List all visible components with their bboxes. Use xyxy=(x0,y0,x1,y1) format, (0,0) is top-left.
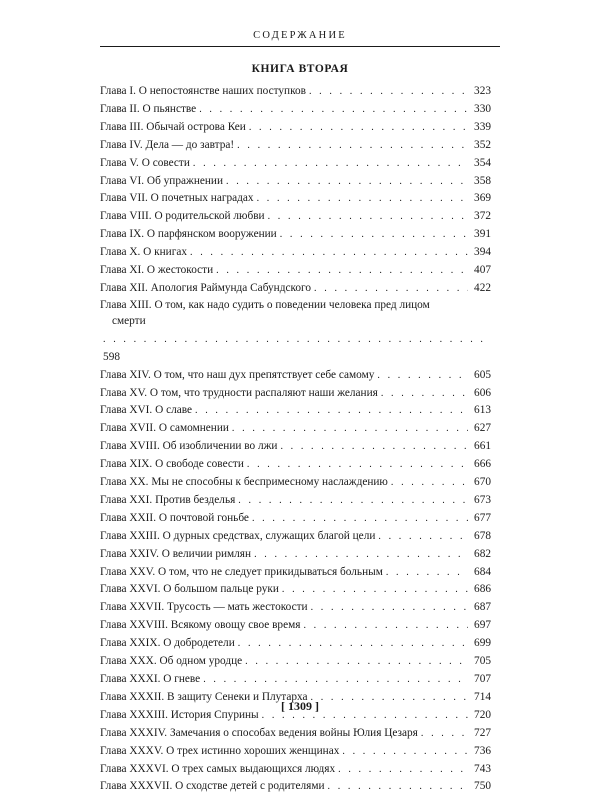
toc-entry-title: Глава XII. Апология Раймунда Сабундского xyxy=(100,281,312,294)
toc-entry-page: 750 xyxy=(474,780,491,793)
toc-entry-title: Глава XX. Мы не способны к беспримесному наслаждению xyxy=(100,476,388,489)
toc-entry-title: Глава XXXVI. О трех самых выдающихся людях xyxy=(100,762,336,775)
toc-entry-page: 687 xyxy=(474,601,491,614)
toc-entry[interactable] xyxy=(100,653,491,671)
leader-dots xyxy=(238,492,468,510)
toc-entry-title: Глава XXIX. О добродетели xyxy=(100,637,235,650)
toc-entry-page: 369 xyxy=(474,192,491,205)
toc-entry-page: 697 xyxy=(474,619,491,632)
toc-entry-title: Глава V. О совести xyxy=(100,156,190,169)
toc-entry[interactable] xyxy=(100,137,491,155)
toc-entry-page: 605 xyxy=(474,368,491,381)
toc-entry-page: 394 xyxy=(474,246,491,259)
toc-entry-title-continuation: смерти xyxy=(112,314,146,327)
leader-dots xyxy=(203,671,468,689)
leader-dots xyxy=(199,101,468,119)
toc-entry-page: 714 xyxy=(474,690,491,703)
leader-dots xyxy=(245,653,468,671)
toc-entry-page: 743 xyxy=(474,762,491,775)
toc-entry[interactable] xyxy=(100,546,491,564)
toc-entry-title: Глава XXVIII. Всякому овощу свое время xyxy=(100,619,301,632)
toc-entry-title: Глава III. Обычай острова Кеи xyxy=(100,120,246,133)
toc-entry-page: 699 xyxy=(474,637,491,650)
toc-entry-page: 354 xyxy=(474,156,491,169)
toc-entry-page: 673 xyxy=(474,493,491,506)
toc-entry[interactable] xyxy=(100,456,491,474)
leader-dots xyxy=(303,617,468,635)
toc-entry[interactable] xyxy=(100,298,491,367)
toc-entry-title: Глава XVIII. Об изобличении во лжи xyxy=(100,440,278,453)
toc-entry[interactable] xyxy=(100,208,491,226)
toc-entry-page: 661 xyxy=(474,440,491,453)
toc-entry-title: Глава VIII. О родительской любви xyxy=(100,210,265,223)
leader-dots xyxy=(249,119,468,137)
leader-dots xyxy=(252,510,468,528)
toc-entry-title: Глава XXXIV. Замечания о способах ведения войны Юлия Цезаря xyxy=(100,726,418,739)
leader-dots xyxy=(328,778,468,796)
header-rule xyxy=(100,46,500,47)
toc-entry-title: Глава I. О непостоянстве наших поступков xyxy=(100,85,306,97)
toc-entry-title: Глава XIX. О свободе совести xyxy=(100,458,244,471)
leader-dots xyxy=(280,438,468,456)
toc-entry[interactable] xyxy=(100,244,491,262)
toc-entry-title: Глава XXVII. Трусость — мать жестокости xyxy=(100,601,308,614)
toc-entry-page: 606 xyxy=(474,386,491,399)
toc-entry-title: Глава XXXV. О трех истинно хороших женщинах xyxy=(100,744,340,757)
toc-entry-page: 686 xyxy=(474,583,491,596)
toc-entry[interactable] xyxy=(100,725,491,743)
toc-entry-page: 678 xyxy=(474,529,491,542)
toc-entry-title: Глава IV. Дела — до завтра! xyxy=(100,138,235,151)
toc-entry[interactable] xyxy=(100,190,491,208)
leader-dots xyxy=(421,725,468,743)
toc-entry[interactable] xyxy=(100,617,491,635)
toc-entry-page: 705 xyxy=(474,655,491,668)
toc-entry-title: Глава VI. Об упражнении xyxy=(100,174,224,187)
leader-dots xyxy=(309,83,468,101)
leader-dots xyxy=(280,226,468,244)
toc-entry-title: Глава II. О пьянстве xyxy=(100,102,197,115)
toc-entry[interactable] xyxy=(100,635,491,653)
toc-entry-title: Глава XVI. О славе xyxy=(100,404,193,417)
toc-entry-title: Глава IX. О парфянском вооружении xyxy=(100,228,277,241)
toc-entry-title: Глава XV. О том, что трудности распаляют наши желания xyxy=(100,386,378,399)
toc-entry-title: Глава XIV. О том, что наш дух препятствует себе самому xyxy=(100,368,375,381)
leader-dots xyxy=(226,173,468,191)
toc-entry-title: Глава XI. О жестокости xyxy=(100,264,214,277)
toc-entry[interactable] xyxy=(100,528,491,546)
leader-dots xyxy=(391,474,468,492)
leader-dots xyxy=(314,280,468,298)
leader-dots xyxy=(195,402,468,420)
toc-entry-page: 682 xyxy=(474,547,491,560)
leader-dots xyxy=(238,635,468,653)
toc-entry-page: 352 xyxy=(474,138,491,151)
toc-entry-page: 720 xyxy=(474,708,491,721)
toc-entry[interactable] xyxy=(100,420,491,438)
toc-entry-page: 684 xyxy=(474,565,491,578)
leader-dots xyxy=(232,420,468,438)
toc-entry[interactable] xyxy=(100,671,491,689)
toc-entry-page: 407 xyxy=(474,264,491,277)
toc-entry-page: 677 xyxy=(474,511,491,524)
toc-entry[interactable] xyxy=(100,743,491,761)
toc-entry-title: Глава XXX. Об одном уродце xyxy=(100,655,243,668)
toc-entry[interactable] xyxy=(100,119,491,137)
toc-entry[interactable] xyxy=(100,474,491,492)
toc-entry[interactable] xyxy=(100,262,491,280)
toc-entry-title: Глава XXIV. О величии римлян xyxy=(100,547,252,560)
toc-entry-title: Глава VII. О почетных наградах xyxy=(100,192,254,205)
toc-entry-title: Глава XXIII. О дурных средствах, служащих благой цели xyxy=(100,529,376,542)
leader-dots xyxy=(216,262,468,280)
toc-entry-title: Глава XVII. О самомнении xyxy=(100,422,229,435)
toc-entry[interactable] xyxy=(100,385,491,403)
toc-entry-title: Глава XXII. О почтовой гоньбе xyxy=(100,511,249,524)
toc-entry-title: Глава XXXI. О гневе xyxy=(100,673,201,685)
toc-entry-title: Глава XXXVII. О сходстве детей с родителями xyxy=(100,780,325,793)
toc-entry[interactable] xyxy=(100,778,491,796)
leader-dots xyxy=(193,155,468,173)
toc-entry[interactable] xyxy=(100,367,491,385)
leader-dots xyxy=(311,599,468,617)
toc-entry[interactable] xyxy=(100,599,491,617)
leader-dots xyxy=(254,546,468,564)
leader-dots xyxy=(338,761,468,779)
toc-entry[interactable] xyxy=(100,438,491,456)
book-title: КНИГА ВТОРАЯ xyxy=(251,63,349,75)
table-of-contents xyxy=(100,83,491,796)
toc-entry-page: 670 xyxy=(474,476,491,489)
toc-entry-title: Глава XIII. О том, как надо судить о поведении человека пред лицом xyxy=(100,298,430,311)
leader-dots xyxy=(386,564,468,582)
toc-entry-page: 666 xyxy=(474,458,491,471)
toc-entry-page: 391 xyxy=(474,228,491,241)
toc-entry[interactable] xyxy=(100,581,491,599)
toc-entry-page: 613 xyxy=(474,404,491,417)
toc-entry[interactable] xyxy=(100,280,491,298)
leader-dots xyxy=(342,743,468,761)
toc-entry-page: 736 xyxy=(474,744,491,757)
toc-entry-page: 727 xyxy=(474,726,491,739)
leader-dots xyxy=(378,528,468,546)
toc-entry-page: 422 xyxy=(474,281,491,294)
toc-entry-title: Глава XXI. Против безделья xyxy=(100,493,236,506)
leader-dots xyxy=(282,581,468,599)
toc-entry-page: 372 xyxy=(474,210,491,223)
leader-dots xyxy=(268,208,468,226)
toc-entry[interactable] xyxy=(100,101,491,119)
toc-entry-page: 323 xyxy=(474,85,491,97)
leader-dots xyxy=(377,367,468,385)
toc-entry-title: Глава XXXIII. История Спурины xyxy=(100,708,259,721)
toc-entry[interactable] xyxy=(100,402,491,420)
toc-entry-page: 627 xyxy=(474,422,491,435)
toc-entry[interactable] xyxy=(100,173,491,191)
toc-entry-title: Глава XXV. О том, что не следует прикидываться больным xyxy=(100,565,383,578)
leader-dots xyxy=(247,456,468,474)
toc-entry-page: 339 xyxy=(474,120,491,133)
leader-dots xyxy=(381,385,468,403)
toc-entry[interactable] xyxy=(100,83,491,101)
toc-entry[interactable] xyxy=(100,564,491,582)
toc-entry-title: Глава XXXII. В защиту Сенеки и Плутарха xyxy=(100,690,308,703)
leader-dots xyxy=(190,244,468,262)
running-head: СОДЕРЖАНИЕ xyxy=(253,30,347,41)
toc-entry-page: 707 xyxy=(474,673,491,685)
leader-dots xyxy=(103,331,488,349)
toc-entry-page: 358 xyxy=(474,174,491,187)
leader-dots xyxy=(237,137,468,155)
toc-entry[interactable] xyxy=(100,761,491,779)
toc-entry[interactable] xyxy=(100,510,491,528)
toc-entry-page: 330 xyxy=(474,102,491,115)
toc-entry[interactable] xyxy=(100,226,491,244)
toc-entry-title: Глава X. О книгах xyxy=(100,246,188,259)
leader-dots xyxy=(257,190,468,208)
toc-entry-title: Глава XXVI. О большом пальце руки xyxy=(100,583,279,596)
toc-entry[interactable] xyxy=(100,155,491,173)
page-number: [ 1309 ] xyxy=(281,699,319,713)
toc-entry[interactable] xyxy=(100,492,491,510)
toc-entry-page: 598 xyxy=(103,350,120,363)
